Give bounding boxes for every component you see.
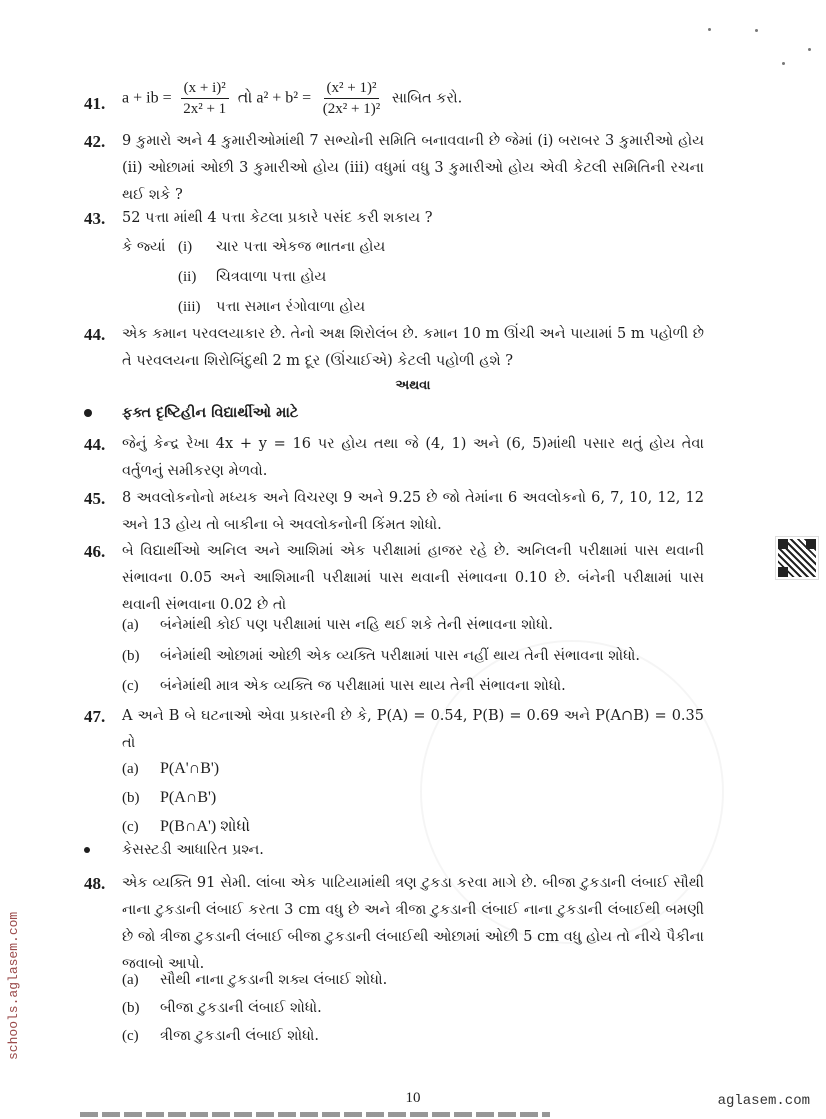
question-43-part-iii (178, 294, 365, 320)
question-42 (84, 128, 704, 209)
part-label: (c) (122, 678, 139, 694)
question-47-part-c (122, 814, 250, 840)
question-48-part-c (122, 1023, 319, 1049)
fraction-numerator: (x² + 1)² (324, 78, 380, 99)
question-text: જેનું કેન્દ્ર રેખા 4x + y = 16 પર હોય તથા જે (4, 1) અને (6, 5)માંથી પસાર થતું હોય તેવા વર્તુળનું સમીકરણ મેળવો. (122, 436, 704, 479)
question-text: એક વ્યક્તિ 91 સેમી. લાંબા એક પાટિયામાંથી ત્રણ ટુકડા કરવા માગે છે. બીજા ટુકડાની લંબાઈ સૌથી નાના ટુકડાની લંબાઈ કરતા 3 cm વધુ છે અને ત્રીજા ટુકડાની લંબાઈ નાના ટુકડાની લંબાઈથી બમણી છે જો ત્રીજા ટુકડાની લંબાઈ બીજા ટુકડાની લંબાઈથી ઓછામાં ઓછી 5 cm વધુ હોય તો નીચે પૈકીના જવાબો આપો. (122, 875, 704, 972)
side-watermark: schools.aglasem.com (6, 911, 21, 1060)
part-label: (b) (122, 648, 140, 664)
math-lhs: a + ib = (122, 89, 172, 107)
question-47 (84, 703, 704, 757)
fraction-denominator: 2x² + 1 (183, 101, 227, 117)
or-separator: અથવા (395, 378, 431, 393)
question-number: 44. (84, 435, 106, 454)
part-label: (b) (122, 1000, 140, 1016)
part-label: (a) (122, 972, 139, 988)
bullet-icon (84, 409, 92, 417)
part-text: બીજા ટુકડાની લંબાઈ શોધો. (160, 1000, 322, 1016)
part-label: (iii) (178, 299, 201, 315)
question-number: 46. (84, 542, 106, 561)
part-text: બંનેમાંથી માત્ર એક વ્યક્તિ જ પરીક્ષામાં પાસ થાય તેની સંભાવના શોધો. (160, 678, 566, 694)
part-label: (i) (178, 239, 193, 255)
math-middle: તો a² + b² = (237, 89, 312, 107)
qr-code-icon (776, 537, 818, 579)
part-label: (c) (122, 1028, 139, 1044)
question-47-part-b (122, 785, 216, 811)
question-46-part-b (122, 643, 640, 669)
question-number: 44. (84, 325, 106, 344)
question-number: 42. (84, 132, 106, 151)
question-text: A અને B બે ઘટનાઓ એવા પ્રકારની છે કે, P(A) = 0.54, P(B) = 0.69 અને P(A∩B) = 0.35 તો (122, 708, 704, 751)
question-text: 52 પત્તા માંથી 4 પત્તા કેટલા પ્રકારે પસંદ કરી શકાય ? (122, 210, 433, 226)
part-text: P(B∩A') શોધો (160, 818, 251, 835)
corner-watermark: aglasem.com (717, 1093, 810, 1109)
part-label: (a) (122, 761, 139, 777)
question-number: 43. (84, 209, 106, 228)
question-46-part-a (122, 612, 553, 638)
question-text: એક કમાન પરવલયાકાર છે. તેનો અક્ષ શિરોલંબ છે. કમાન 10 m ઊંચી અને પાયામાં 5 m પહોળી છે તે પરવલયના શિરોબિંદુથી 2 m દૂર (ઊંચાઈએ) કેટલી પહોળી હશે ? (122, 326, 704, 369)
question-44 (84, 321, 704, 375)
part-label: (b) (122, 790, 140, 806)
fraction-2 (320, 78, 383, 119)
section-heading: કેસસ્ટડી આધારિત પ્રશ્ન. (122, 842, 264, 858)
question-text: બે વિદ્યાર્થીઓ અનિલ અને આશિમાં એક પરીક્ષામાં હાજર રહે છે. અનિલની પરીક્ષામાં પાસ થવાની સંભાવના 0.05 અને આશિમાની પરીક્ષામાં પાસ થવાની સંભાવના 0.10 છે. બંનેની પરીક્ષામાં પાસ થવાની સંભવાના 0.02 છે તો (122, 543, 704, 613)
part-prefix: કે જ્યાં (122, 239, 166, 255)
question-number: 45. (84, 489, 106, 508)
question-46-part-c (122, 673, 566, 699)
page-number: 10 (405, 1090, 421, 1106)
part-text: બંનેમાંથી કોઈ પણ પરીક્ષામાં પાસ નહિ થઈ શકે તેની સંભાવના શોધો. (160, 617, 554, 633)
part-text: ચિત્રવાળા પત્તા હોય (216, 269, 327, 285)
question-43-part-ii (178, 264, 326, 290)
question-45 (84, 485, 704, 539)
question-48-part-b (122, 995, 322, 1021)
part-label: (ii) (178, 269, 197, 285)
fraction-denominator: (2x² + 1)² (322, 101, 381, 117)
question-text: 8 અવલોકનોનો મધ્યક અને વિચરણ 9 અને 9.25 છે જો તેમાંના 6 અવલોકનો 6, 7, 10, 12, 12 અને 13 હોય તો બાકીના બે અવલોકનોની કિંમત શોધો. (122, 490, 704, 533)
question-41 (84, 78, 704, 119)
question-48-part-a (122, 967, 387, 993)
question-number: 41. (84, 94, 106, 113)
bullet-icon (84, 847, 90, 853)
part-text: P(A∩B') (160, 789, 217, 806)
part-text: ચાર પત્તા એકજ ભાતના હોય (216, 239, 386, 255)
question-number: 47. (84, 707, 106, 726)
fraction-1 (180, 78, 229, 119)
part-text: ત્રીજા ટુકડાની લંબાઈ શોધો. (160, 1028, 320, 1044)
question-44-alternate (84, 431, 704, 485)
question-43 (84, 205, 704, 232)
part-text: પત્તા સમાન રંગોવાળા હોય (216, 299, 366, 315)
part-text: બંનેમાંથી ઓછામાં ઓછી એક વ્યક્તિ પરીક્ષામાં પાસ નહીં થાય તેની સંભાવના શોધો. (160, 648, 641, 664)
part-text: સૌથી નાના ટુકડાની શક્ય લંબાઈ શોધો. (160, 972, 388, 988)
question-text: સાબિત કરો. (391, 90, 463, 107)
footer-print-code (80, 1112, 550, 1117)
section-case-study (84, 842, 264, 858)
scan-specks (700, 10, 820, 60)
part-label: (c) (122, 819, 139, 835)
question-number: 48. (84, 874, 106, 893)
part-text: P(A'∩B') (160, 760, 220, 777)
question-47-part-a (122, 756, 219, 782)
question-48 (84, 870, 704, 978)
question-text: 9 કુમારો અને 4 કુમારીઓમાંથી 7 સભ્યોની સમિતિ બનાવવાની છે જેમાં (i) બરાબર 3 કુમારીઓ હોય (ii) ઓછામાં ઓછી 3 કુમારીઓ હોય (iii) વધુમાં વધુ 3 કુમારીઓ હોય એવી કેટલી સમિતિની રચના થઈ શકે ? (122, 133, 704, 203)
fraction-numerator: (x + i)² (181, 78, 229, 99)
question-46 (84, 538, 704, 619)
section-heading: ફક્ત દૃષ્ટિહીન વિદ્યાર્થીઓ માટે (122, 404, 299, 421)
part-label: (a) (122, 617, 139, 633)
section-visually-impaired (84, 404, 298, 421)
question-43-part-i (122, 234, 385, 260)
